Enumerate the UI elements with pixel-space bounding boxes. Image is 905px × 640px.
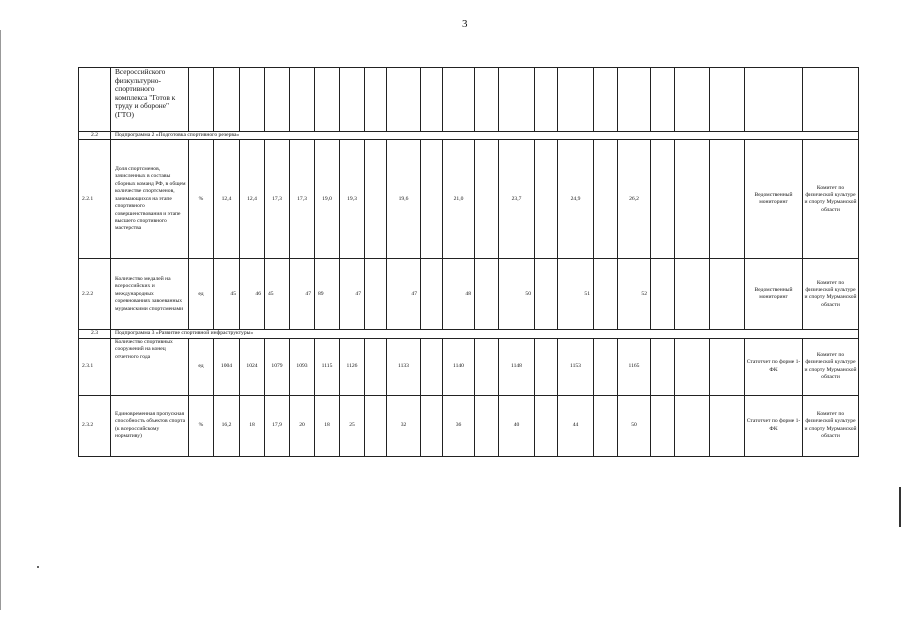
indicator-name: Доля спортсменов, зачисленных в составы сборных команд РФ, в общем количестве спортсменов, занимающихся на этапе спортивного совершенствования и этапе высшего спортивного мастерства (111, 140, 189, 259)
value-cell: 24,9 (558, 140, 594, 259)
value-cell: 1079 (265, 338, 290, 395)
value-cell: 45 (214, 259, 240, 330)
indicator-name: Количество спортивных сооружений на конец отчетного года (111, 338, 189, 395)
table-row (79, 140, 859, 259)
value-cell: 1126 (340, 338, 365, 395)
value-cell: 32 (387, 395, 421, 456)
method-cell: Ведомственный мониторинг (745, 140, 803, 259)
row-number: 2.2.2 (79, 259, 111, 330)
value-cell: 48 (443, 259, 475, 330)
subprogram-title: Подпрограмма 2 «Подготовка спортивного резерва» (111, 132, 859, 140)
value-cell: 1093 (290, 338, 315, 395)
value-cell: 44 (558, 395, 594, 456)
value-cell: 17,9 (265, 395, 290, 456)
value-cell: 21,0 (443, 140, 475, 259)
indicator-name: Всероссийского физкультурно-спортивного комплекса "Готов к труду и обороне" (ГТО) (111, 68, 189, 132)
unit-cell: ед (189, 338, 214, 395)
row-number: 2.2.1 (79, 140, 111, 259)
value-cell: 40 (499, 395, 535, 456)
value-cell: 52 (618, 259, 651, 330)
row-number: 2.3.2 (79, 395, 111, 456)
value-cell: 18 (315, 395, 340, 456)
scan-edge-mark (899, 487, 901, 527)
value-cell: 50 (499, 259, 535, 330)
value-cell: 47 (340, 259, 365, 330)
value-cell: 19,0 (315, 140, 340, 259)
table-row (79, 338, 859, 395)
value-cell: 1133 (387, 338, 421, 395)
value-cell: 19,3 (340, 140, 365, 259)
page-number: 3 (462, 18, 468, 30)
value-cell: 46 (240, 259, 265, 330)
value-cell: 18 (240, 395, 265, 456)
unit-cell: ед (189, 259, 214, 330)
subprogram-title: Подпрограмма 3 «Развитие спортивной инфраструктуры» (111, 330, 859, 338)
value-cell: 47 (387, 259, 421, 330)
value-cell: 1153 (558, 338, 594, 395)
value-cell: 89 (315, 259, 340, 330)
value-cell: 50 (618, 395, 651, 456)
value-cell: 16,2 (214, 395, 240, 456)
value-cell: 1148 (499, 338, 535, 395)
value-cell: 19,6 (387, 140, 421, 259)
value-cell: 23,7 (499, 140, 535, 259)
indicators-table (78, 67, 859, 457)
value-cell: 1140 (443, 338, 475, 395)
row-number: 2.2 (79, 132, 111, 140)
row-number: 2.3 (79, 330, 111, 338)
method-cell: Статотчет по форме 1-ФК (745, 338, 803, 395)
value-cell: 51 (558, 259, 594, 330)
subprogram-row (79, 132, 859, 140)
subprogram-row (79, 330, 859, 338)
value-cell: 1004 (214, 338, 240, 395)
value-cell: 25 (340, 395, 365, 456)
responsible-cell: Комитет по физической культуре и спорту Мурманской области (803, 259, 859, 330)
value-cell: 45 (265, 259, 290, 330)
method-cell: Ведомственный мониторинг (745, 259, 803, 330)
indicator-name: Единовременная пропускная способность объектов спорта (к всероссийскому нормативу) (111, 395, 189, 456)
value-cell: 17,3 (290, 140, 315, 259)
value-cell: 12,4 (240, 140, 265, 259)
table-row (79, 68, 859, 132)
unit-cell: % (189, 140, 214, 259)
responsible-cell: Комитет по физической культуре и спорту Мурманской области (803, 140, 859, 259)
method-cell: Статотчет по форме 1-ФК (745, 395, 803, 456)
value-cell: 20 (290, 395, 315, 456)
indicator-name: Количество медалей на всероссийских и международных соревнованиях завоеванных мурманскими спортсменами (111, 259, 189, 330)
responsible-cell: Комитет по физической культуре и спорту Мурманской области (803, 338, 859, 395)
scan-edge-mark (0, 30, 1, 610)
value-cell: 26,2 (618, 140, 651, 259)
responsible-cell: Комитет по физической культуре и спорту Мурманской области (803, 395, 859, 456)
value-cell: 1115 (315, 338, 340, 395)
value-cell: 17,3 (265, 140, 290, 259)
unit-cell: % (189, 395, 214, 456)
value-cell: 1024 (240, 338, 265, 395)
table-row (79, 395, 859, 456)
value-cell: 36 (443, 395, 475, 456)
value-cell: 47 (290, 259, 315, 330)
value-cell: 1165 (618, 338, 651, 395)
row-number: 2.3.1 (79, 338, 111, 395)
scan-speck (37, 566, 39, 568)
table-row (79, 259, 859, 330)
value-cell: 12,4 (214, 140, 240, 259)
